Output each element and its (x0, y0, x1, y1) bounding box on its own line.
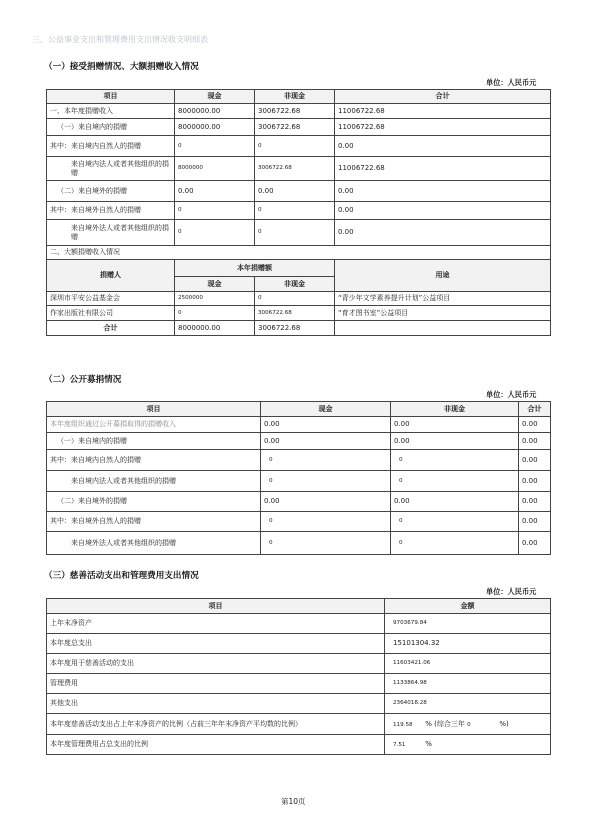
noncash-value: 0 (255, 202, 335, 220)
total-value: 0.00 (519, 417, 551, 433)
donor-name: 作家出版社有限公司 (47, 306, 175, 321)
row-label: 来自境内法人或者其他组织的捐赠 (47, 471, 261, 492)
table-row (47, 181, 551, 202)
row-label: 其中：来自境外自然人的捐赠 (47, 202, 175, 220)
section3-title: （三）慈善活动支出和管理费用支出情况 (44, 571, 199, 581)
noncash-value: 3006722.68 (255, 157, 335, 181)
table-row (47, 104, 551, 119)
header-noncash: 非现金 (255, 277, 335, 292)
ratio-avg-value: 0 (467, 721, 471, 728)
row-label: 本年度总支出 (47, 634, 385, 654)
cash-value: 8000000 (175, 157, 255, 181)
cash-value: 2500000 (175, 292, 255, 306)
cash-value: 0 (175, 220, 255, 246)
table-row (47, 119, 551, 136)
amount-value: 9703679.84 (385, 614, 551, 634)
header-donor: 捐赠人 (47, 260, 175, 292)
total-value: 11006722.68 (335, 104, 551, 119)
public-fundraising-table (46, 401, 551, 555)
cash-value: 0 (261, 512, 391, 532)
table-row (47, 202, 551, 220)
ratio-avg-label: (综合三年 (434, 719, 465, 728)
row-label: （二）来自境外的捐赠 (47, 181, 175, 202)
row-label: 其他支出 (47, 694, 385, 714)
row-label: 一、本年度捐赠收入 (47, 104, 175, 119)
total-value: 0.00 (519, 471, 551, 492)
row-label: 其中：来自境内自然人的捐赠 (47, 136, 175, 157)
row-label: 上年末净资产 (47, 614, 385, 634)
cash-value: 8000000.00 (175, 321, 255, 336)
header-total: 合计 (519, 402, 551, 417)
large-donation-title: 二、大额捐赠收入情况 (47, 246, 551, 260)
header-item: 项目 (47, 599, 385, 614)
table-row (47, 532, 551, 555)
noncash-value: 0.00 (391, 492, 519, 512)
ratio-label: 本年度慈善活动支出占上年末净资产的比例（占前三年年末净资产平均数的比例） (47, 714, 385, 735)
header-noncash: 非现金 (391, 402, 519, 417)
page-number: 第10页 (281, 797, 306, 806)
ratio-value: 119.58 (393, 721, 413, 728)
ratio-percent: % (425, 719, 432, 728)
donor-name: 深圳市平安公益基金会 (47, 292, 175, 306)
ratio-value-cell (385, 735, 551, 755)
table-row (47, 735, 551, 755)
row-label: （一）来自境内的捐赠 (47, 433, 261, 450)
table-row (47, 674, 551, 694)
total-value: 0.00 (335, 136, 551, 157)
ratio-avg-close: %) (499, 719, 509, 728)
noncash-value: 0.00 (255, 181, 335, 202)
noncash-value: 0.00 (391, 433, 519, 450)
top-heading: 三、公益事业支出和管理费用支出情况收支明细表 (32, 35, 208, 44)
total-label: 合计 (47, 321, 175, 336)
use-text (335, 321, 551, 336)
ratio-value-cell (385, 714, 551, 735)
noncash-value: 0 (255, 220, 335, 246)
table-row (47, 492, 551, 512)
table-row (47, 292, 551, 306)
section1-unit: 单位：人民币元 (486, 78, 537, 87)
noncash-value: 0 (255, 136, 335, 157)
cash-value: 0 (175, 306, 255, 321)
row-label: 管理费用 (47, 674, 385, 694)
noncash-value: 3006722.68 (255, 119, 335, 136)
cash-value: 0.00 (261, 492, 391, 512)
header-cash: 现金 (175, 90, 255, 104)
ratio-value: 7.51 (393, 742, 406, 749)
row-label: 其中：来自境外自然人的捐赠 (47, 512, 261, 532)
row-label: 本年度组织通过公开募捐取得的捐赠收入 (47, 417, 261, 433)
header-cash: 现金 (261, 402, 391, 417)
table-row (47, 614, 551, 634)
cash-value: 0 (261, 471, 391, 492)
total-value: 11006722.68 (335, 157, 551, 181)
total-value: 0.00 (335, 202, 551, 220)
section3-unit: 单位：人民币元 (486, 587, 537, 596)
header-item: 项目 (47, 90, 175, 104)
row-label: 本年度用于慈善活动的支出 (47, 654, 385, 674)
table-row (47, 450, 551, 471)
total-value: 0.00 (519, 532, 551, 555)
donation-table (46, 89, 551, 336)
header-cash: 现金 (175, 277, 255, 292)
noncash-value: 0 (391, 532, 519, 555)
table-row (47, 220, 551, 246)
table-row (47, 714, 551, 735)
table-row (47, 433, 551, 450)
cash-value: 0.00 (261, 417, 391, 433)
table-row (47, 157, 551, 181)
table-row (47, 512, 551, 532)
use-text: “育才图书室”公益项目 (335, 306, 551, 321)
table-row (47, 306, 551, 321)
noncash-value: 0 (391, 471, 519, 492)
ratio-label: 本年度管理费用占总支出的比例 (47, 735, 385, 755)
amount-value: 15101304.32 (385, 634, 551, 654)
noncash-value: 0 (391, 512, 519, 532)
total-value: 0.00 (335, 181, 551, 202)
total-row (47, 321, 551, 336)
ratio-percent: % (425, 740, 432, 749)
cash-value: 0 (261, 532, 391, 555)
header-item: 项目 (47, 402, 261, 417)
total-value: 0.00 (335, 220, 551, 246)
cash-value: 0.00 (261, 433, 391, 450)
row-label: （二）来自境外的捐赠 (47, 492, 261, 512)
header-this-year: 本年捐赠额 (175, 260, 335, 277)
header-use: 用途 (335, 260, 551, 292)
table-row (47, 654, 551, 674)
header-total: 合计 (335, 90, 551, 104)
header-amount: 金额 (385, 599, 551, 614)
noncash-value: 3006722.68 (255, 306, 335, 321)
cash-value: 8000000.00 (175, 104, 255, 119)
noncash-value: 0.00 (391, 417, 519, 433)
large-donation-title-row (47, 246, 551, 260)
total-value: 0.00 (519, 492, 551, 512)
cash-value: 0 (175, 136, 255, 157)
table-row (47, 471, 551, 492)
total-value: 0.00 (519, 450, 551, 471)
table-row (47, 694, 551, 714)
table-row (47, 136, 551, 157)
cash-value: 0 (175, 202, 255, 220)
row-label: 来自境外法人或者其他组织的捐赠 (47, 532, 261, 555)
section2-unit: 单位：人民币元 (486, 390, 537, 399)
total-value: 11006722.68 (335, 119, 551, 136)
amount-value: 1133864.98 (385, 674, 551, 694)
row-label: （一）来自境内的捐赠 (47, 119, 175, 136)
noncash-value: 3006722.68 (255, 104, 335, 119)
section1-title: （一）接受捐赠情况、大额捐赠收入情况 (44, 62, 199, 72)
noncash-value: 3006722.68 (255, 321, 335, 336)
noncash-value: 0 (255, 292, 335, 306)
table-row (47, 634, 551, 654)
total-value: 0.00 (519, 433, 551, 450)
section2-title: （二）公开募捐情况 (44, 375, 122, 385)
cash-value: 0.00 (175, 181, 255, 202)
table-row (47, 417, 551, 433)
amount-value: 2364018.28 (385, 694, 551, 714)
noncash-value: 0 (391, 450, 519, 471)
expenditure-table (46, 598, 551, 755)
header-noncash: 非现金 (255, 90, 335, 104)
total-value: 0.00 (519, 512, 551, 532)
amount-value: 11603421.06 (385, 654, 551, 674)
cash-value: 8000000.00 (175, 119, 255, 136)
row-label: 来自境内法人或者其他组织的捐赠 (47, 157, 175, 181)
use-text: “青少年文学素养提升计划”公益项目 (335, 292, 551, 306)
cash-value: 0 (261, 450, 391, 471)
row-label: 来自境外法人或者其他组织的捐赠 (47, 220, 175, 246)
row-label: 其中：来自境内自然人的捐赠 (47, 450, 261, 471)
